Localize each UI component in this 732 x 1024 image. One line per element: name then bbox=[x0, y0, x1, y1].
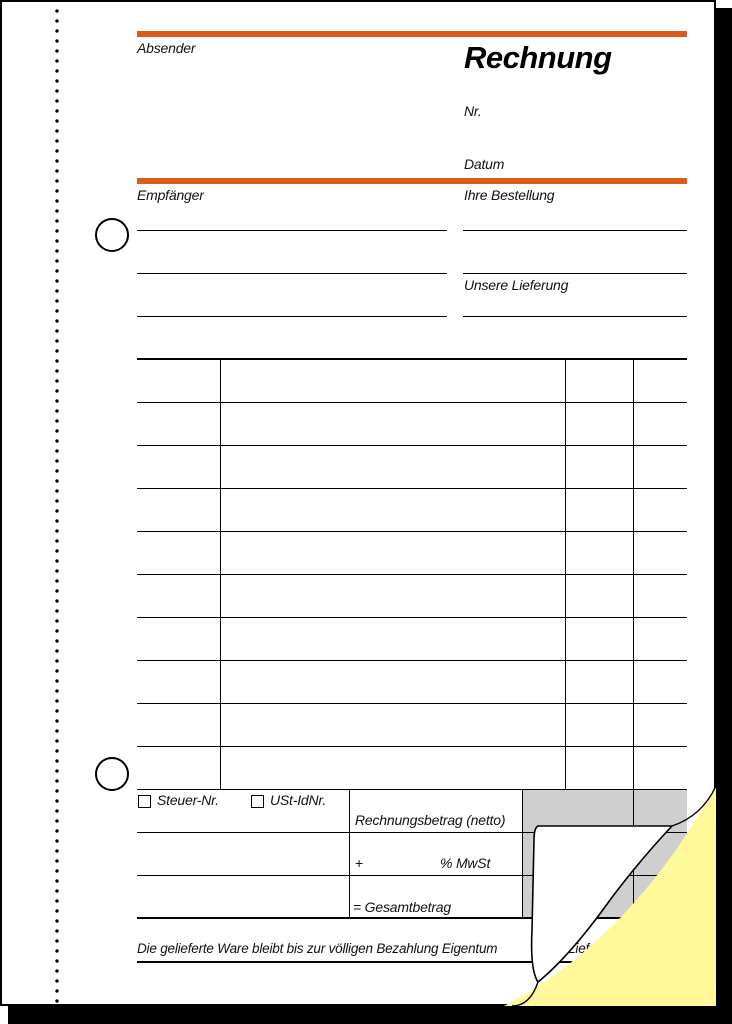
total-amount-label: = Gesamtbetrag bbox=[353, 899, 451, 915]
page-curl-corner bbox=[490, 780, 732, 1024]
net-amount-label: Rechnungsbetrag (netto) bbox=[355, 812, 506, 828]
items-col-divider-1 bbox=[220, 359, 221, 789]
recipient-line-1[interactable] bbox=[137, 230, 447, 231]
items-col-divider-2 bbox=[565, 359, 566, 789]
plus-sign-label: + bbox=[355, 855, 363, 871]
your-order-line[interactable] bbox=[463, 230, 687, 231]
ownership-notice-left: Die gelieferte Ware bleibt bis zur völligen Bezahlung Eigentum bbox=[137, 941, 498, 956]
tax-number-label: Steuer-Nr. bbox=[157, 792, 219, 808]
our-delivery-label: Unsere Lieferung bbox=[464, 277, 569, 293]
invoice-date-label: Datum bbox=[464, 156, 505, 172]
punch-hole-bottom bbox=[95, 757, 129, 791]
header-top-bar bbox=[137, 31, 687, 37]
sender-label: Absender bbox=[137, 40, 196, 56]
vat-percent-label: % MwSt bbox=[440, 855, 491, 871]
tax-number-checkbox[interactable] bbox=[138, 795, 151, 808]
recipient-line-2[interactable] bbox=[137, 273, 447, 274]
invoice-title: Rechnung bbox=[464, 40, 612, 75]
items-col-divider-3 bbox=[633, 359, 634, 789]
punch-hole-top bbox=[95, 218, 129, 252]
recipient-line-3[interactable] bbox=[137, 316, 447, 317]
curl-shadow bbox=[498, 1006, 716, 1016]
our-delivery-line[interactable] bbox=[463, 316, 687, 317]
header-bottom-bar bbox=[137, 178, 687, 184]
perforation-line bbox=[55, 6, 59, 1004]
vat-id-checkbox[interactable] bbox=[251, 795, 264, 808]
totals-divider-left bbox=[349, 789, 350, 918]
vat-id-label: USt-IdNr. bbox=[270, 792, 327, 808]
your-order-label: Ihre Bestellung bbox=[464, 187, 555, 203]
invoice-number-label: Nr. bbox=[464, 103, 482, 119]
our-delivery-line-top bbox=[463, 273, 687, 274]
recipient-label: Empfänger bbox=[137, 187, 204, 203]
